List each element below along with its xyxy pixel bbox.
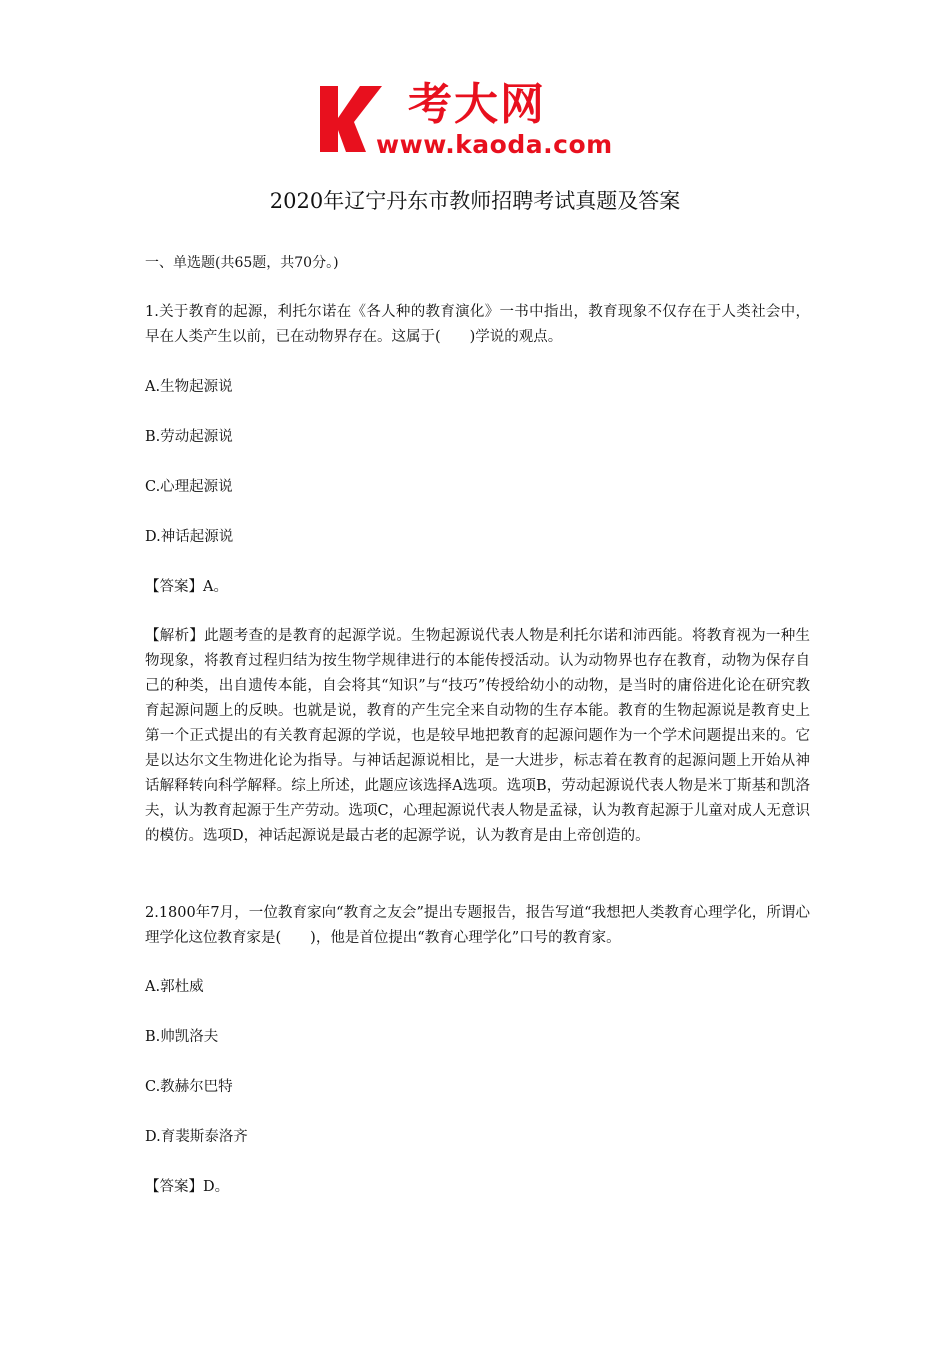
question-2-stem: 2.1800年7月，一位教育家向“教育之友会”提出专题报告，报告写道“我想把人类教育心理学化，所谓心理学化这位教育家是( )，他是首位提出“教育心理学化”口号的教育家。 [145,905,810,946]
question-1-stem: 1.关于教育的起源，利托尔诺在《各人种的教育演化》一书中指出，教育现象不仅存在于人类社会中，早在人类产生以前，已在动物界存在。这属于( )学说的观点。 [145,304,810,345]
page-title: 2020年辽宁丹东市教师招聘考试真题及答案 [269,189,681,213]
question-1-answer: 【答案】A。 [145,579,228,595]
question-1-option-d: D.神话起源说 [145,529,234,545]
question-2-option-c: C.教赫尔巴特 [145,1079,233,1095]
question-2-answer: 【答案】D。 [145,1179,230,1195]
question-2-option-b: B.帅凯洛夫 [145,1029,219,1045]
question-2-option-d: D.育裴斯泰洛齐 [145,1129,248,1145]
logo-url: www.kaoda.com [376,130,613,159]
question-1-option-c: C.心理起源说 [145,479,233,495]
kaoda-logo [316,80,636,160]
logo-text: 考大网 [408,79,546,130]
question-1-analysis: 【解析】此题考查的是教育的起源学说。生物起源说代表人物是利托尔诺和沛西能。将教育视为一种生物现象，将教育过程归结为按生物学规律进行的本能传授活动。认为动物界也存在教育，动物为保存自己的种类，出自遗传本能，自会将其“知识”与“技巧”传授给幼小的动物，是当时的庸俗进化论在研究教育起源问题上的反映。也就是说，教育的产生完全来自动物的生存本能。教育的生物起源说是教育史上第一个正式提出的有关教育起源的学说，也是较早地把教育的起源问题作为一个学术问题提出来的。它是以达尔文生物进化论为指导。与神话起源说相比，是一大进步，标志着在教育的起源问题上开始从神话解释转向科学解释。综上所述，此题应该选择A选项。选项B，劳动起源说代表人物是米丁斯基和凯洛夫，认为教育起源于生产劳动。选项C，心理起源说代表人物是孟禄，认为教育起源于儿童对成人无意识的模仿。选项D，神话起源说是最古老的起源学说，认为教育是由上帝创造的。 [145,628,810,844]
question-2-option-a: A.郭杜威 [145,979,204,995]
question-1-option-a: A.生物起源说 [145,379,233,395]
question-1-option-b: B.劳动起源说 [145,429,233,445]
section-heading: 一、单选题(共65题，共70分。) [145,255,339,271]
